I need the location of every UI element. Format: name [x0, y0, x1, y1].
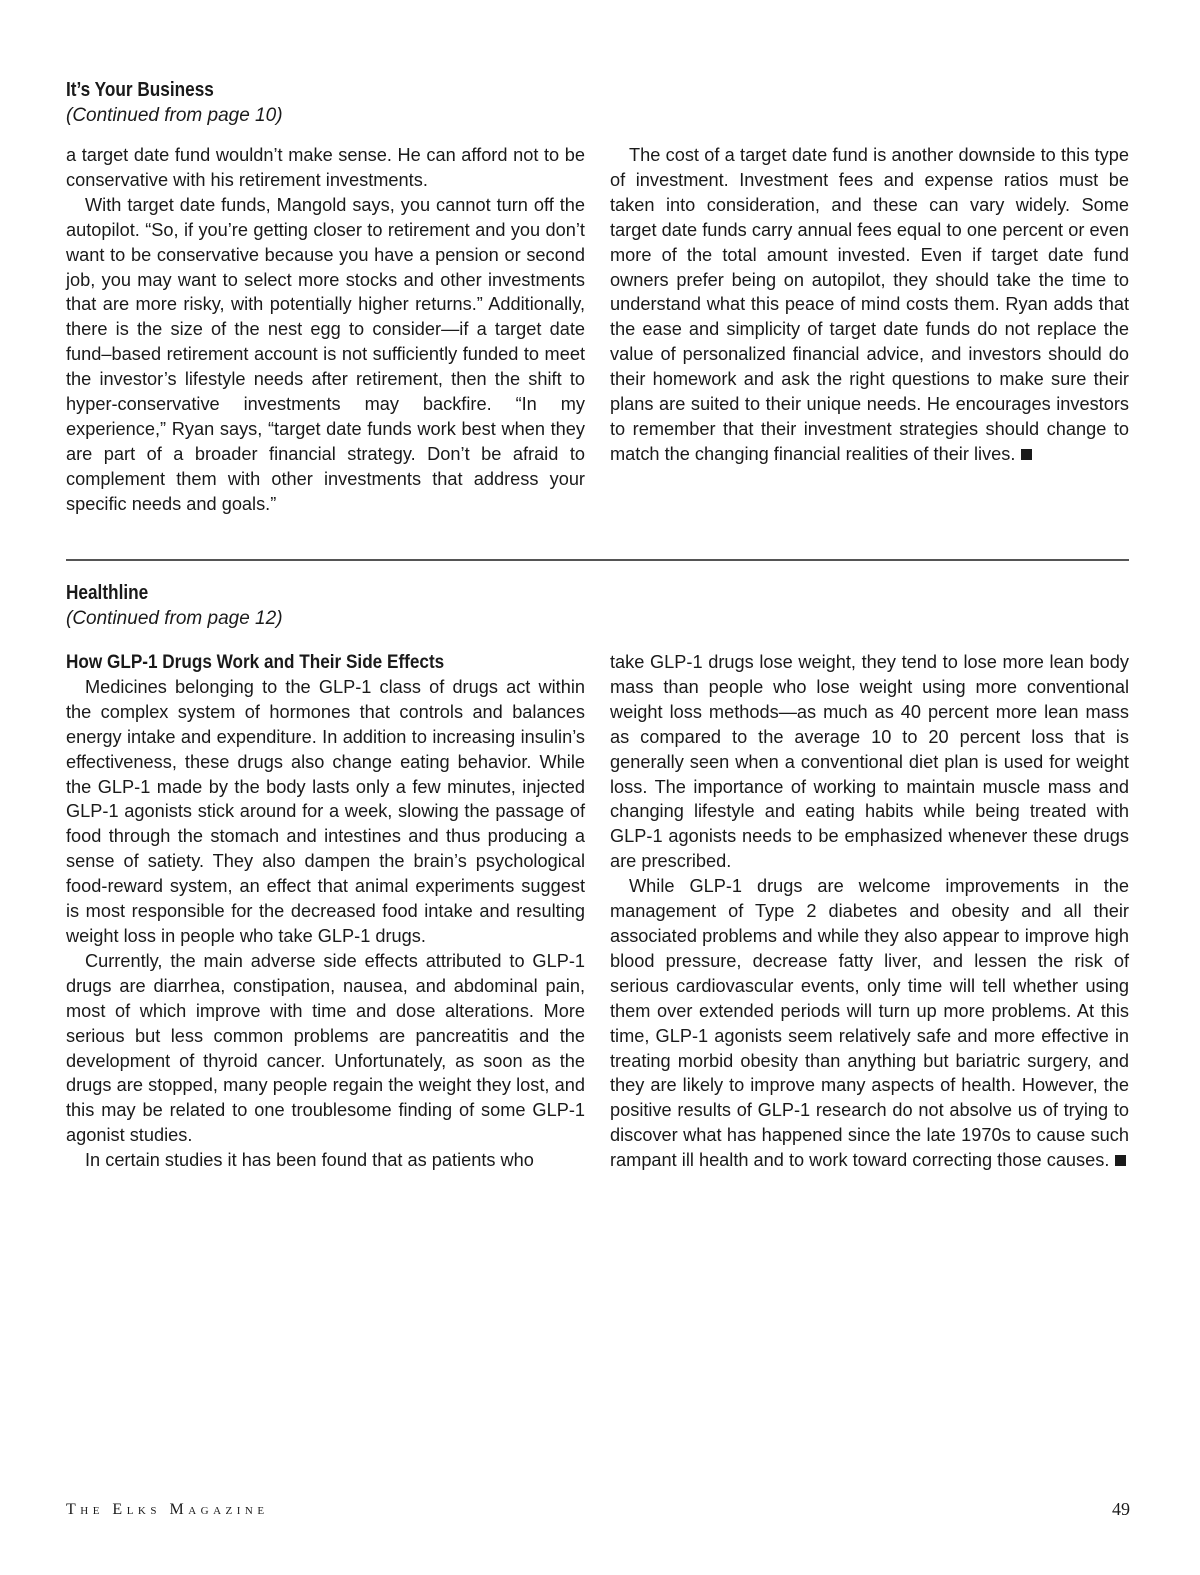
healthline-left-paragraph-3: In certain studies it has been found that as patients who: [85, 1150, 534, 1171]
healthline-left-paragraph-1: Medicines belonging to the GLP-1 class of drugs act within the complex system of hormones that controls and balances energy intake and expenditure. In addition to increasing insulin’s effectiveness, these drugs also change eating behavior. While the GLP-1 made by the body lasts only a few minutes, injected GLP-1 agonists stick around for a week, slowing the passage of food through the stomach and intestines and thus producing a sense of satiety. They also dampen the brain’s psychological food-reward system, an effect that animal experiments suggest is most responsible for the decreased food intake and resulting weight loss in people who take GLP-1 drugs.: [66, 676, 585, 946]
footer-magazine-name: The Elks Magazine: [66, 1501, 269, 1518]
business-right-paragraph-1: [610, 143, 1129, 467]
business-left-column: [66, 143, 585, 517]
healthline-section-title: Healthline: [66, 582, 149, 604]
end-of-article-square-icon: [1021, 449, 1032, 460]
healthline-right-paragraph-2: [610, 874, 1129, 1173]
healthline-right-paragraph-2-text: While GLP-1 drugs are welcome improvements in the management of Type 2 diabetes and obesity and all their associated problems and while they also appear to improve high blood pressure, decrease fatty liver, and lessen the risk of serious cardiovascular events, only time will tell whether using them over extended periods will turn up more problems. At this time, GLP-1 agonists seem relatively safe and more effective in treating morbid obesity than anything but bariatric surgery, and they are likely to improve many aspects of health. However, the positive results of GLP-1 research do not absolve us of trying to discover what has happened since the late 1970s to cause such rampant ill health and to work toward correcting those causes.: [610, 876, 1129, 1171]
business-section-title: It’s Your Business: [66, 79, 214, 101]
business-left-paragraph-1: a target date fund wouldn’t make sense. He can afford not to be conservative with his retirement investments.: [66, 145, 585, 190]
healthline-continued-note: (Continued from page 12): [66, 608, 283, 629]
footer-page-number: 49: [1112, 1499, 1130, 1519]
healthline-right-paragraph-1: take GLP-1 drugs lose weight, they tend to lose more lean body mass than people who lose weight using more conventional weight loss methods—as much as 40 percent more lean mass as compared to the average 10 to 20 percent loss that is generally seen when a conventional diet plan is used for weight loss. The importance of working to maintain muscle mass and changing lifestyle and eating habits while being treated with GLP-1 agonists needs to be emphasized whenever these drugs are prescribed.: [610, 652, 1129, 872]
healthline-right-column: [610, 650, 1129, 1173]
section-divider: [66, 559, 1129, 561]
business-left-paragraph-2: With target date funds, Mangold says, you cannot turn off the autopilot. “So, if you’re getting closer to retirement and you don’t want to be conservative because you have a pension or second job, you may want to select more stocks and other investments that are more risky, with potentially higher returns.” Additionally, there is the size of the nest egg to consider—if a target date fund–based retirement account is not sufficiently funded to meet the investor’s lifestyle needs after retirement, then the shift to hyper-conservative investments may backfire. “In my experience,” Ryan says, “target date funds work best when they are part of a broader financial strategy. Don’t be afraid to complement them with other investments that address your specific needs and goals.”: [66, 194, 585, 514]
business-continued-note: (Continued from page 10): [66, 105, 283, 126]
healthline-subhead: How GLP-1 Drugs Work and Their Side Effects: [66, 651, 445, 673]
end-of-article-square-icon: [1115, 1155, 1126, 1166]
healthline-left-paragraph-2: Currently, the main adverse side effects attributed to GLP-1 drugs are diarrhea, constipation, nausea, and abdominal pain, most of which improve with time and dose alterations. More serious but less common problems are pancreatitis and the development of thyroid cancer. Unfortunately, as soon as the drugs are stopped, many people regain the weight they lost, and this may be related to one troublesome finding of some GLP-1 agonist studies.: [66, 950, 585, 1146]
business-right-paragraph-1-text: The cost of a target date fund is another downside to this type of investment. Investment fees and expense ratios must be taken into consideration, and these can vary widely. Some target date funds carry annual fees equal to one percent or even more of the total amount invested. Even if target date fund owners prefer being on autopilot, they should take the time to understand what this peace of mind costs them. Ryan adds that the ease and simplicity of target date funds do not replace the value of personalized financial advice, and investors should do their homework and ask the right questions to make sure their plans are suited to their unique needs. He encourages investors to remember that their investment strategies should change to match the changing financial realities of their lives.: [610, 145, 1129, 464]
healthline-left-column: [66, 650, 585, 1173]
business-right-column: [610, 143, 1129, 467]
